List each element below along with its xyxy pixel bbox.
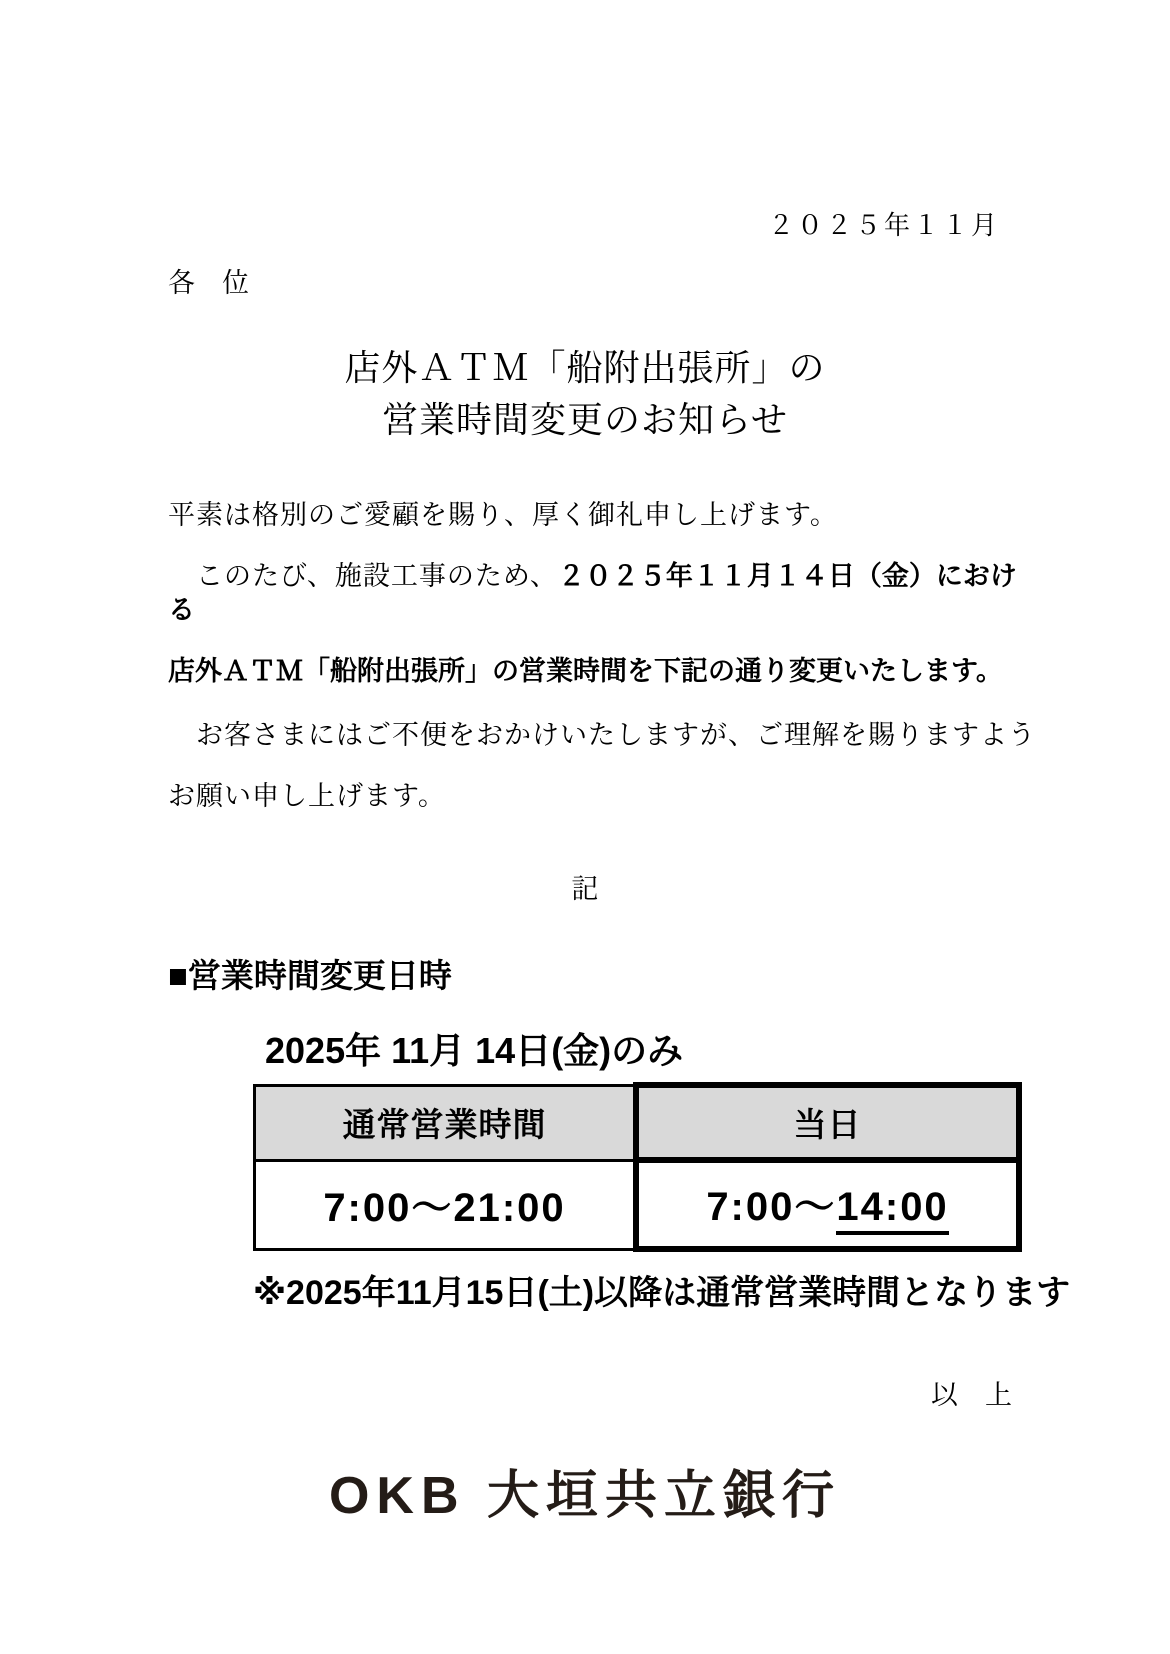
record-marker: 記 — [571, 874, 599, 904]
changed-hours-start: 7:00～ — [706, 1184, 837, 1229]
section-heading-change-datetime: ■営業時間変更日時 — [168, 957, 452, 994]
changed-hours-end-underlined: 14:00 — [836, 1186, 948, 1235]
changed-day-header: 当日 — [636, 1085, 1019, 1160]
hours-table — [253, 1082, 1022, 1252]
hours-table-header-row — [255, 1085, 1020, 1160]
notice-title — [0, 342, 1170, 446]
document-date: ２０２５年１１月 — [767, 211, 1000, 240]
closing-marker: 以 上 — [931, 1380, 1012, 1410]
changed-hours-value — [636, 1160, 1019, 1249]
notice-title-line2: 営業時間変更のお知らせ — [382, 399, 788, 440]
body-paragraph-lead: このたび、施設工事のため、 — [168, 561, 558, 591]
change-date-emphasis: ２０２５年１１月１４日（金）における — [168, 561, 1017, 625]
hours-table-value-row — [255, 1160, 1020, 1249]
notice-title-line1: 店外ＡＴＭ「船附出張所」の — [344, 347, 826, 388]
effective-date: 2025年 11月 14日(金)のみ — [265, 1030, 684, 1071]
normal-hours-header: 通常営業時間 — [255, 1085, 637, 1160]
normal-hours-value: 7:00～21:00 — [255, 1160, 637, 1249]
addressee: 各 位 — [168, 268, 249, 298]
return-to-normal-note: ※2025年11月15日(土)以降は通常営業時間となります — [253, 1274, 1071, 1312]
apology-paragraph-line2: お願い申し上げます。 — [168, 781, 446, 811]
body-paragraph-change-statement: 店外ＡＴＭ「船附出張所」の営業時間を下記の通り変更いたします。 — [168, 656, 1003, 686]
greeting-paragraph: 平素は格別のご愛顧を賜り、厚く御礼申し上げます。 — [168, 500, 838, 530]
apology-paragraph-line1: お客さまにはご不便をおかけいたしますが、ご理解を賜りますよう — [168, 720, 1036, 750]
bank-logo: OKB 大垣共立銀行 — [328, 1467, 841, 1525]
body-paragraph-change-date — [168, 559, 1040, 627]
